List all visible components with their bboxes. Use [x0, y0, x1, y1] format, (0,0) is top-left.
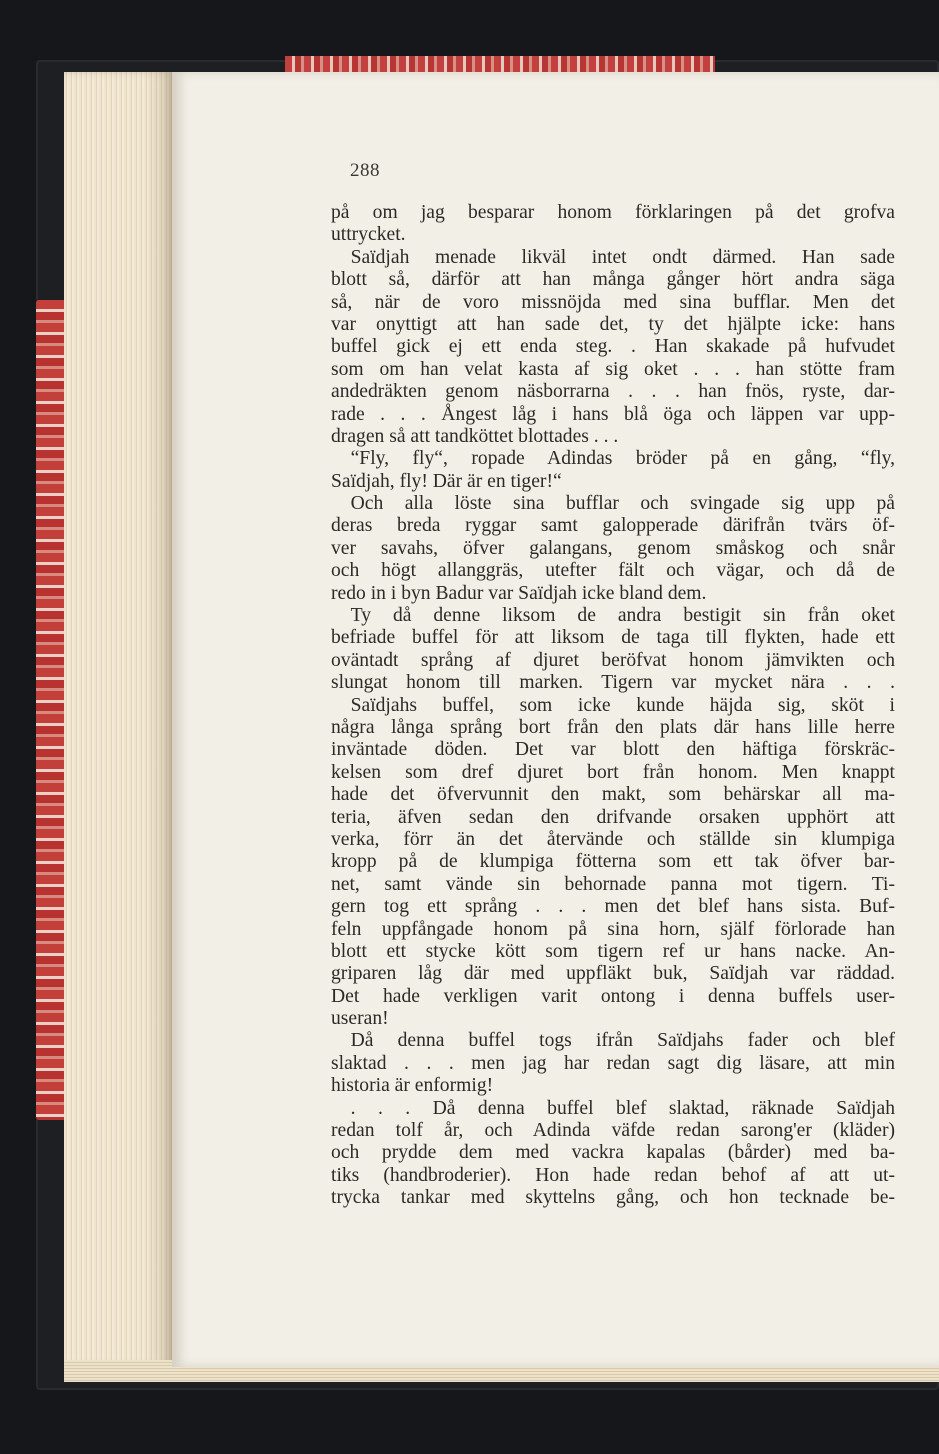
- text-line: slaktad . . . men jag har redan sagt dig läsare, att min: [331, 1052, 895, 1074]
- text-line: deras breda ryggar samt galopperade därifrån tvärs öf-: [331, 515, 895, 537]
- text-line: buffel gick ej ett enda steg. . Han skakade på hufvudet: [331, 336, 895, 358]
- text-line: kropp på de klumpiga fötterna som ett tak öfver bar-: [331, 851, 895, 873]
- text-line: . . . Då denna buffel blef slaktad, räknade Saïdjah: [331, 1097, 895, 1119]
- text-line: hade det öfvervunnit den makt, som behärskar all ma-: [331, 784, 895, 806]
- text-line: och högt allanggräs, utefter fält och vägar, och då de: [331, 560, 895, 582]
- body-text: [331, 202, 895, 1210]
- text-line: inväntade döden. Det var blott den häftiga förskräc-: [331, 739, 895, 761]
- text-line: andedräkten genom näsborrarna . . . han fnös, ryste, dar-: [331, 381, 895, 403]
- text-line: redan tolf år, och Adinda väfde redan sarong'er (kläder): [331, 1120, 895, 1142]
- text-line: teria, äfven sedan den drifvande orsaken upphört att: [331, 806, 895, 828]
- text-line: Saïdjah, fly! Där är en tiger!“: [331, 470, 562, 492]
- text-line: oväntadt språng af djuret beröfvat honom jämvikten och: [331, 649, 895, 671]
- text-line: Saïdjahs buffel, som icke kunde häjda sig, sköt i: [331, 694, 895, 716]
- text-line: Ty då denne liksom de andra bestigit sin från oket: [331, 605, 895, 627]
- text-line: så, när de voro missnöjda med sina bufflar. Men det: [331, 291, 895, 313]
- text-line: feln uppfångade honom på sina horn, själf förlorade han: [331, 918, 895, 940]
- text-line: Och alla löste sina bufflar och svingade sig upp på: [331, 493, 895, 515]
- text-line: kelsen som dref djuret bort från honom. Men knappt: [331, 761, 895, 783]
- text-line: “Fly, fly“, ropade Adindas bröder på en gång, “fly,: [331, 448, 895, 470]
- text-line: några långa språng bort från den plats där hans lille herre: [331, 716, 895, 738]
- text-line: trycka tankar med skyttelns gång, och hon tecknade be-: [331, 1187, 895, 1209]
- text-line: dragen så att tandköttet blottades . . .: [331, 425, 619, 447]
- text-line: slungat honom till marken. Tigern var mycket nära . . .: [331, 672, 895, 694]
- text-line: verka, förr än det återvände och ställde sin klumpiga: [331, 828, 895, 850]
- text-line: tiks (handbroderier). Hon hade redan behof af att ut-: [331, 1164, 895, 1186]
- text-line: som om han velat kasta af sig oket . . . han stötte fram: [331, 358, 895, 380]
- page-number: 288: [350, 160, 380, 181]
- headband: [285, 56, 715, 72]
- text-line: på om jag besparar honom förklaringen på det grofva: [331, 202, 895, 223]
- text-line: griparen låg där med uppfläkt buk, Saïdjah var räddad.: [331, 963, 895, 985]
- text-line: gern tog ett språng . . . men det blef hans sista. Buf-: [331, 896, 895, 918]
- text-line: Saïdjah menade likväl intet ondt därmed. Han sade: [331, 246, 895, 268]
- text-line: Det hade verkligen varit ontong i denna buffels user-: [331, 985, 895, 1007]
- page-edges: [64, 72, 174, 1367]
- text-line: ver savahs, öfver galangans, genom småskog och snår: [331, 537, 895, 559]
- text-line: useran!: [331, 1008, 389, 1030]
- text-line: befriade buffel för att liksom de taga till flykten, hade ett: [331, 627, 895, 649]
- text-line: Då denna buffel togs ifrån Saïdjahs fader och blef: [331, 1030, 895, 1052]
- text-line: var onyttigt att han sade det, ty det hjälpte icke: hans: [331, 313, 895, 335]
- text-line: rade . . . Ångest låg i hans blå öga och läppen var upp-: [331, 403, 895, 425]
- text-line: uttrycket.: [331, 224, 406, 246]
- text-line: historia är enformig!: [331, 1075, 494, 1097]
- text-line: net, samt vände sin behornade panna mot tigern. Ti-: [331, 873, 895, 895]
- text-line: blott ett stycke kött som tigern ref ur hans nacke. An-: [331, 940, 895, 962]
- text-line: blott så, därför att han många gånger hört andra säga: [331, 269, 895, 291]
- text-line: redo in i byn Badur var Saïdjah icke bland dem.: [331, 582, 707, 604]
- text-line: och prydde dem med vackra kapalas (bårder) med ba-: [331, 1142, 895, 1164]
